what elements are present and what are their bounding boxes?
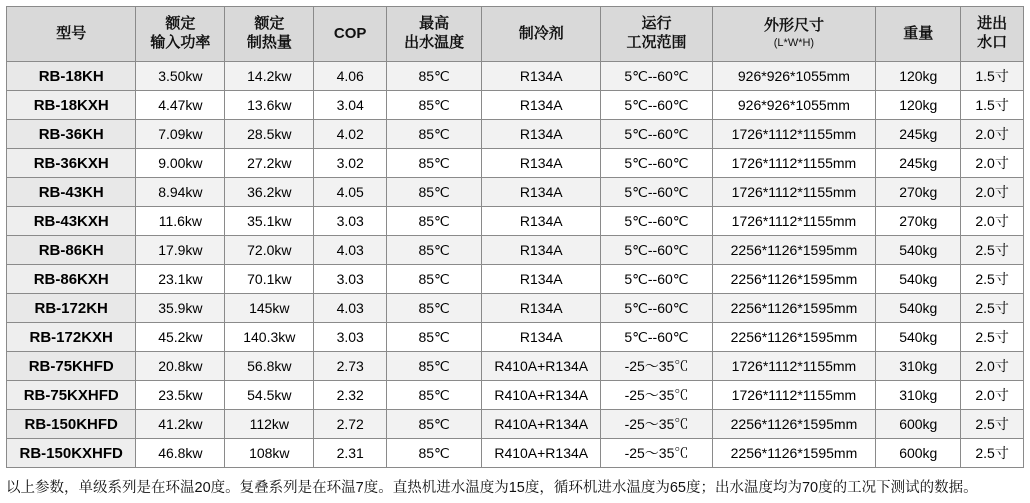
cell-dimensions: 2256*1126*1595mm [712,410,876,439]
cell-operating-range: 5℃--60℃ [601,207,712,236]
cell-rated-heating-capacity: 28.5kw [225,120,314,149]
cell-cop: 4.05 [314,178,387,207]
cell-rated-input-power: 20.8kw [136,352,225,381]
cell-operating-range: 5℃--60℃ [601,178,712,207]
column-header-max-outlet-temp [387,7,482,62]
cell-model: RB-75KHFD [7,352,136,381]
cell-water-port: 2.0寸 [961,178,1024,207]
cell-rated-input-power: 9.00kw [136,149,225,178]
cell-rated-heating-capacity: 56.8kw [225,352,314,381]
table-row [7,381,1024,410]
cell-dimensions: 1726*1112*1155mm [712,381,876,410]
header-main-text: 重量 [903,24,934,42]
cell-rated-input-power: 3.50kw [136,62,225,91]
cell-max-outlet-temp: 85℃ [387,439,482,468]
cell-water-port: 2.0寸 [961,352,1024,381]
cell-dimensions: 1726*1112*1155mm [712,178,876,207]
header-main-text: 额定 制热量 [246,15,292,51]
column-header-weight [876,7,961,62]
table-row [7,352,1024,381]
cell-max-outlet-temp: 85℃ [387,294,482,323]
cell-dimensions: 926*926*1055mm [712,91,876,120]
cell-water-port: 1.5寸 [961,62,1024,91]
cell-weight: 270kg [876,178,961,207]
cell-model: RB-36KH [7,120,136,149]
column-header-refrigerant [482,7,601,62]
table-body [7,62,1024,468]
column-header-rated-heating-capacity [225,7,314,62]
column-header-operating-range [601,7,712,62]
cell-operating-range: 5℃--60℃ [601,149,712,178]
cell-rated-heating-capacity: 14.2kw [225,62,314,91]
cell-operating-range: 5℃--60℃ [601,120,712,149]
cell-rated-heating-capacity: 108kw [225,439,314,468]
header-main-text: 进出 水口 [977,15,1008,51]
cell-model: RB-150KXHFD [7,439,136,468]
cell-max-outlet-temp: 85℃ [387,91,482,120]
cell-weight: 540kg [876,236,961,265]
cell-rated-heating-capacity: 35.1kw [225,207,314,236]
cell-model: RB-86KXH [7,265,136,294]
cell-rated-input-power: 23.5kw [136,381,225,410]
cell-model: RB-86KH [7,236,136,265]
cell-water-port: 2.5寸 [961,236,1024,265]
cell-dimensions: 2256*1126*1595mm [712,236,876,265]
cell-weight: 120kg [876,91,961,120]
table-row [7,294,1024,323]
table-row [7,236,1024,265]
cell-water-port: 2.0寸 [961,149,1024,178]
cell-water-port: 2.0寸 [961,207,1024,236]
cell-rated-heating-capacity: 36.2kw [225,178,314,207]
cell-cop: 3.03 [314,265,387,294]
cell-dimensions: 2256*1126*1595mm [712,439,876,468]
cell-cop: 2.73 [314,352,387,381]
cell-cop: 2.72 [314,410,387,439]
table-row [7,62,1024,91]
cell-cop: 3.02 [314,149,387,178]
cell-weight: 310kg [876,381,961,410]
cell-rated-input-power: 23.1kw [136,265,225,294]
cell-rated-heating-capacity: 27.2kw [225,149,314,178]
header-main-text: COP [333,24,367,42]
cell-max-outlet-temp: 85℃ [387,178,482,207]
cell-cop: 3.03 [314,207,387,236]
column-header-rated-input-power [136,7,225,62]
table-row [7,149,1024,178]
header-main-text: 额定 输入功率 [150,15,211,51]
cell-refrigerant: R134A [482,323,601,352]
cell-dimensions: 2256*1126*1595mm [712,323,876,352]
table-row [7,439,1024,468]
cell-refrigerant: R410A+R134A [482,352,601,381]
cell-dimensions: 2256*1126*1595mm [712,265,876,294]
cell-rated-heating-capacity: 145kw [225,294,314,323]
cell-model: RB-18KH [7,62,136,91]
cell-refrigerant: R134A [482,265,601,294]
cell-water-port: 2.5寸 [961,323,1024,352]
cell-max-outlet-temp: 85℃ [387,323,482,352]
cell-weight: 245kg [876,149,961,178]
cell-refrigerant: R410A+R134A [482,439,601,468]
cell-cop: 4.02 [314,120,387,149]
cell-weight: 540kg [876,294,961,323]
header-main-text: 制冷剂 [518,24,564,42]
table-header [7,7,1024,62]
table-row [7,410,1024,439]
cell-refrigerant: R134A [482,120,601,149]
cell-operating-range: -25～35℃ [601,410,712,439]
cell-rated-heating-capacity: 140.3kw [225,323,314,352]
cell-cop: 4.03 [314,236,387,265]
header-main-text: 最高 出水温度 [404,15,465,51]
cell-model: RB-172KXH [7,323,136,352]
cell-operating-range: -25～35℃ [601,439,712,468]
cell-rated-input-power: 17.9kw [136,236,225,265]
cell-operating-range: 5℃--60℃ [601,62,712,91]
cell-refrigerant: R410A+R134A [482,410,601,439]
cell-operating-range: 5℃--60℃ [601,294,712,323]
cell-max-outlet-temp: 85℃ [387,410,482,439]
cell-refrigerant: R134A [482,294,601,323]
cell-rated-heating-capacity: 72.0kw [225,236,314,265]
cell-weight: 540kg [876,265,961,294]
cell-weight: 120kg [876,62,961,91]
cell-rated-heating-capacity: 70.1kw [225,265,314,294]
cell-refrigerant: R410A+R134A [482,381,601,410]
cell-operating-range: -25～35℃ [601,381,712,410]
table-row [7,120,1024,149]
cell-max-outlet-temp: 85℃ [387,120,482,149]
cell-dimensions: 1726*1112*1155mm [712,120,876,149]
cell-cop: 4.03 [314,294,387,323]
cell-refrigerant: R134A [482,236,601,265]
cell-rated-input-power: 8.94kw [136,178,225,207]
cell-model: RB-43KXH [7,207,136,236]
cell-water-port: 2.5寸 [961,439,1024,468]
cell-dimensions: 1726*1112*1155mm [712,352,876,381]
cell-rated-heating-capacity: 13.6kw [225,91,314,120]
cell-water-port: 2.0寸 [961,381,1024,410]
cell-cop: 2.31 [314,439,387,468]
cell-water-port: 1.5寸 [961,91,1024,120]
cell-operating-range: 5℃--60℃ [601,91,712,120]
cell-max-outlet-temp: 85℃ [387,62,482,91]
cell-rated-input-power: 46.8kw [136,439,225,468]
cell-cop: 3.04 [314,91,387,120]
cell-water-port: 2.5寸 [961,294,1024,323]
cell-model: RB-150KHFD [7,410,136,439]
cell-operating-range: 5℃--60℃ [601,236,712,265]
cell-max-outlet-temp: 85℃ [387,236,482,265]
cell-max-outlet-temp: 85℃ [387,381,482,410]
cell-refrigerant: R134A [482,149,601,178]
cell-operating-range: 5℃--60℃ [601,323,712,352]
cell-cop: 3.03 [314,323,387,352]
cell-water-port: 2.5寸 [961,265,1024,294]
header-sub-text: (L*W*H) [773,37,815,49]
cell-max-outlet-temp: 85℃ [387,265,482,294]
cell-weight: 600kg [876,439,961,468]
cell-refrigerant: R134A [482,91,601,120]
cell-rated-heating-capacity: 112kw [225,410,314,439]
cell-weight: 310kg [876,352,961,381]
header-row [7,7,1024,62]
cell-water-port: 2.5寸 [961,410,1024,439]
cell-operating-range: -25～35℃ [601,352,712,381]
cell-dimensions: 926*926*1055mm [712,62,876,91]
column-header-dimensions [712,7,876,62]
column-header-model [7,7,136,62]
footnote-text: 以上参数，单级系列是在环温20度。复叠系列是在环温7度。直热机进水温度为15度，循环机进水温度为65度；出水温度均为70度的工况下测试的数据。 [6,480,978,496]
cell-max-outlet-temp: 85℃ [387,352,482,381]
cell-weight: 245kg [876,120,961,149]
cell-refrigerant: R134A [482,207,601,236]
table-row [7,178,1024,207]
cell-weight: 540kg [876,323,961,352]
cell-refrigerant: R134A [482,178,601,207]
header-main-text: 型号 [56,24,87,42]
cell-model: RB-75KXHFD [7,381,136,410]
specification-table [6,6,1024,468]
cell-rated-input-power: 7.09kw [136,120,225,149]
cell-weight: 600kg [876,410,961,439]
cell-weight: 270kg [876,207,961,236]
cell-rated-input-power: 45.2kw [136,323,225,352]
cell-rated-input-power: 35.9kw [136,294,225,323]
cell-rated-input-power: 11.6kw [136,207,225,236]
cell-dimensions: 1726*1112*1155mm [712,207,876,236]
cell-cop: 2.32 [314,381,387,410]
cell-refrigerant: R134A [482,62,601,91]
table-row [7,91,1024,120]
cell-model: RB-43KH [7,178,136,207]
cell-water-port: 2.0寸 [961,120,1024,149]
cell-rated-input-power: 41.2kw [136,410,225,439]
cell-dimensions: 1726*1112*1155mm [712,149,876,178]
header-main-text: 运行 工况范围 [626,15,687,51]
cell-rated-heating-capacity: 54.5kw [225,381,314,410]
column-header-cop [314,7,387,62]
cell-model: RB-18KXH [7,91,136,120]
table-row [7,323,1024,352]
cell-dimensions: 2256*1126*1595mm [712,294,876,323]
table-row [7,265,1024,294]
cell-operating-range: 5℃--60℃ [601,265,712,294]
header-main-text: 外形尺寸 [763,17,824,35]
cell-cop: 4.06 [314,62,387,91]
table-row [7,207,1024,236]
cell-rated-input-power: 4.47kw [136,91,225,120]
cell-max-outlet-temp: 85℃ [387,149,482,178]
cell-model: RB-36KXH [7,149,136,178]
cell-max-outlet-temp: 85℃ [387,207,482,236]
cell-model: RB-172KH [7,294,136,323]
column-header-water-port [961,7,1024,62]
